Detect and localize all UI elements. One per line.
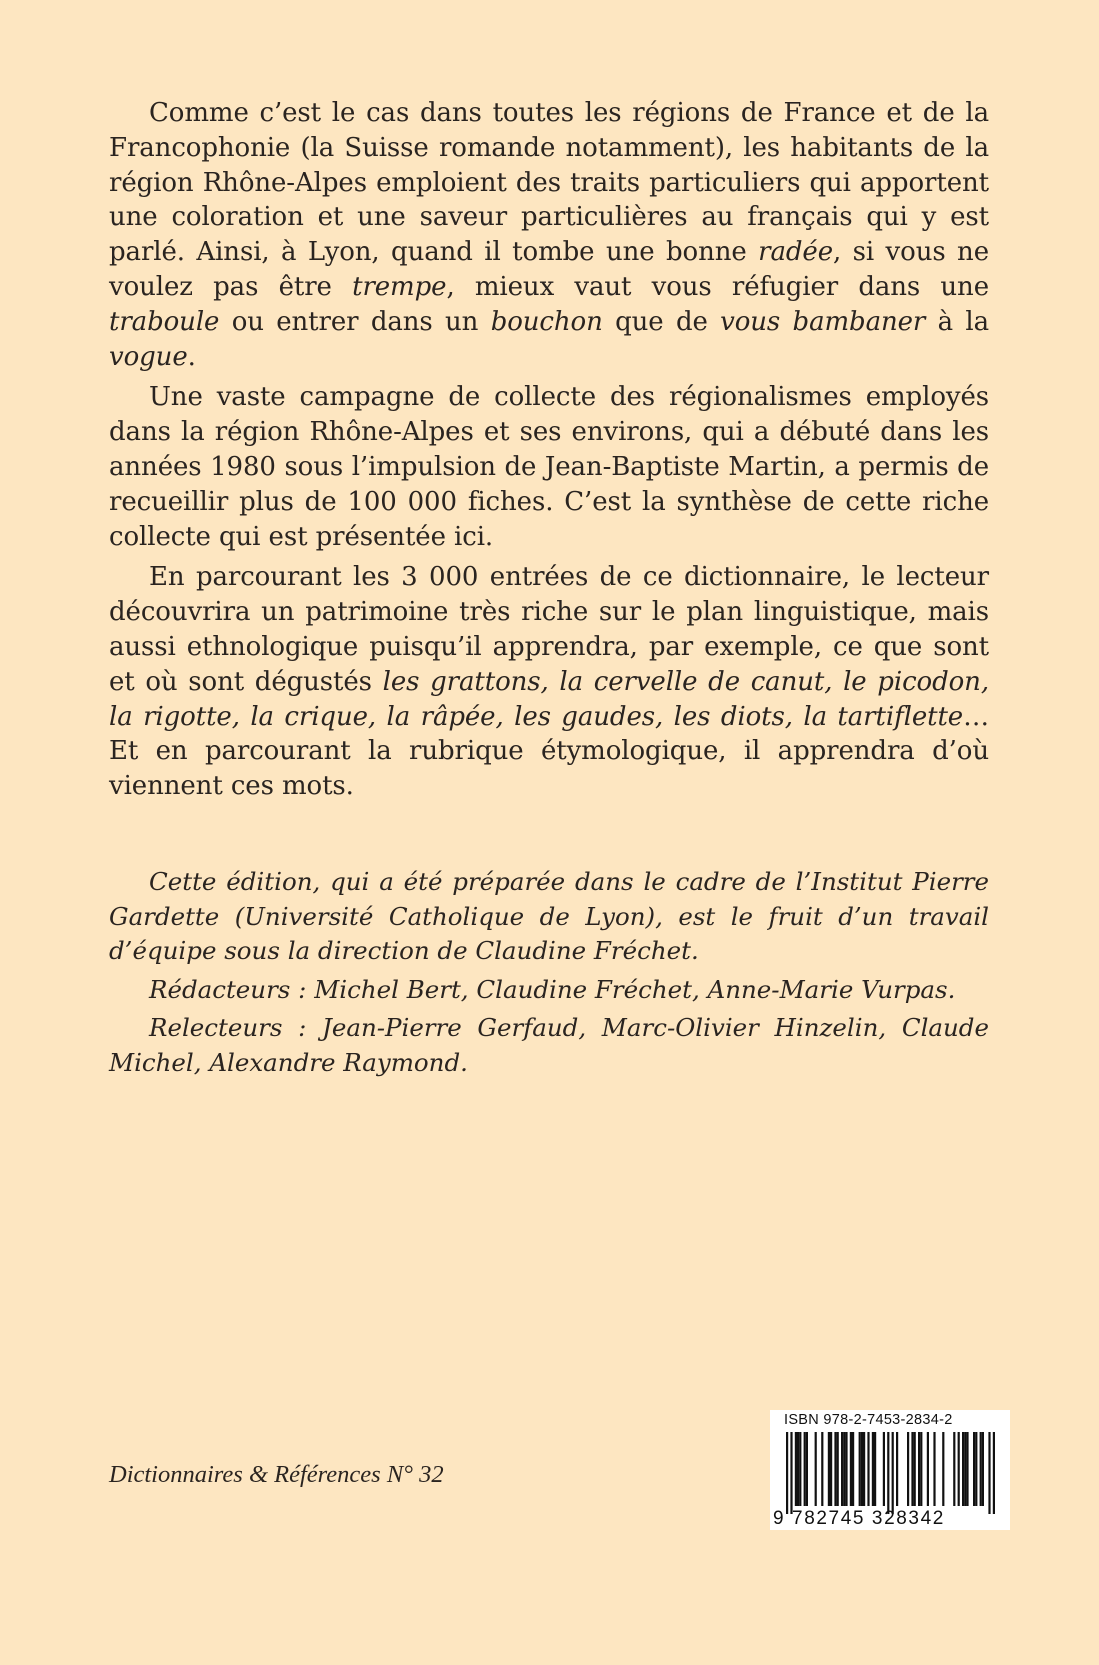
text-run: En parcourant les 3 000 entrées de ce dictionnaire, le lecteur découvrira un patrimoine très riche sur le plan linguistique, mais aussi ethnologique puisqu’il apprendra, par exemple, ce que sont et où sont dégustés	[109, 562, 989, 697]
isbn-number: ISBN 978-2-7453-2834-2	[784, 1412, 953, 1428]
barcode-bar	[799, 1432, 801, 1506]
series-label: Dictionnaires & Références N° 32	[109, 1461, 444, 1488]
barcode-bar	[845, 1432, 847, 1506]
text-run: à la	[925, 306, 989, 337]
barcode-bar	[815, 1432, 817, 1506]
barcode-bar	[843, 1432, 845, 1506]
barcode-bar	[920, 1432, 922, 1506]
barcode-bar	[964, 1432, 966, 1506]
barcode-bar	[975, 1432, 977, 1506]
text-run: Comme c’est le cas dans toutes les régions de France et de la Francophonie (la Suisse romande notamment), les habitants de la région Rhône-Alpes emploient des traits particuliers qui apportent une coloration et une saveur particulières au français qui y est parlé. Ainsi, à Lyon, quand il tombe une bonne	[109, 98, 989, 268]
barcode-bar	[806, 1432, 808, 1506]
barcode-bar	[841, 1432, 843, 1506]
barcode-bar	[958, 1432, 960, 1506]
barcode-bar	[953, 1432, 955, 1506]
italic-term: vogue	[109, 341, 188, 372]
barcode-bar	[867, 1432, 869, 1506]
barcode-bar	[914, 1432, 916, 1506]
credits-proofreaders: Relecteurs : Jean-Pierre Gerfaud, Marc-Olivier Hinzelin, Claude Michel, Alexandre Raymond.	[109, 1013, 989, 1077]
italic-term: trempe	[352, 271, 447, 302]
text-run: que de	[602, 306, 721, 337]
barcode-bar	[861, 1432, 863, 1506]
italic-term: les grattons, la cervelle de canut, le picodon, la rigotte, la crique, la râpée, les gaudes, les diots, la tartiflette	[109, 666, 989, 732]
barcode-bar	[821, 1432, 823, 1506]
text-run: .	[187, 341, 196, 372]
barcode-bar	[933, 1432, 935, 1506]
text-run: , mieux vaut vous réfugier dans une	[446, 271, 989, 302]
barcode-bar	[942, 1432, 944, 1506]
barcode-bar	[834, 1432, 836, 1506]
barcode-bar	[804, 1432, 806, 1506]
credits-editors: Rédacteurs : Michel Bert, Claudine Fréchet, Anne-Marie Vurpas.	[149, 974, 956, 1004]
text-run: , si vous ne voulez pas être	[109, 237, 989, 302]
barcode-bar	[797, 1432, 799, 1506]
barcode-bar	[973, 1432, 975, 1506]
barcode-bar	[830, 1432, 832, 1506]
barcode-bar	[863, 1432, 865, 1506]
blurb-paragraph-1	[109, 96, 989, 374]
barcode-bar	[918, 1432, 920, 1506]
barcode-bar	[993, 1432, 995, 1514]
blurb	[109, 96, 989, 810]
barcode-bar	[911, 1432, 913, 1506]
barcode-bar	[883, 1432, 885, 1506]
barcode-bar	[795, 1432, 797, 1506]
barcode-bar	[896, 1432, 898, 1506]
barcode-bar	[966, 1432, 968, 1506]
text-run: ou entrer dans un	[219, 306, 491, 337]
barcode-bar	[962, 1432, 964, 1506]
barcode-bar	[887, 1432, 889, 1514]
italic-term: traboule	[109, 306, 220, 337]
barcode-bar	[988, 1432, 990, 1514]
barcode-bar	[874, 1432, 876, 1506]
barcode-bar	[828, 1432, 830, 1506]
italic-term: bouchon	[490, 306, 603, 337]
barcode-bar	[850, 1432, 852, 1506]
barcode-bar	[907, 1432, 909, 1506]
barcode-bar	[927, 1432, 929, 1506]
barcode-bar	[980, 1432, 982, 1506]
text-run: … Et en parcourant la rubrique étymologique, il apprendra d’où viennent ces mots.	[109, 701, 989, 802]
italic-term: radée	[758, 237, 833, 268]
barcode-bar	[892, 1432, 894, 1514]
barcode-bar	[859, 1432, 861, 1506]
blurb-paragraph-3	[109, 560, 989, 804]
barcode-bar	[837, 1432, 839, 1506]
barcode-bar	[852, 1432, 854, 1506]
italic-term: vous bambaner	[720, 306, 926, 337]
barcode-bar	[982, 1432, 984, 1506]
blurb-paragraph-2: Une vaste campagne de collecte des régionalismes employés dans la région Rhône-Alpes et ses environs, qui a débuté dans les années 1980 sous l’impulsion de Jean-Baptiste Martin, a permis de recueillir plus de 100 000 fiches. C’est la synthèse de cette riche collecte qui est présentée ici.	[109, 382, 989, 552]
credits	[109, 865, 989, 1084]
barcode-digits: 9 782745 328342	[773, 1508, 945, 1529]
isbn-barcode-block	[770, 1410, 1010, 1530]
barcode-bar	[790, 1432, 792, 1514]
barcode-bar	[786, 1432, 788, 1514]
credits-edition-note: Cette édition, qui a été préparée dans le cadre de l’Institut Pierre Gardette (Université Catholique de Lyon), est le fruit d’un travail d’équipe sous la direction de Claudine Fréchet.	[109, 867, 989, 965]
barcode-bar	[872, 1432, 874, 1506]
